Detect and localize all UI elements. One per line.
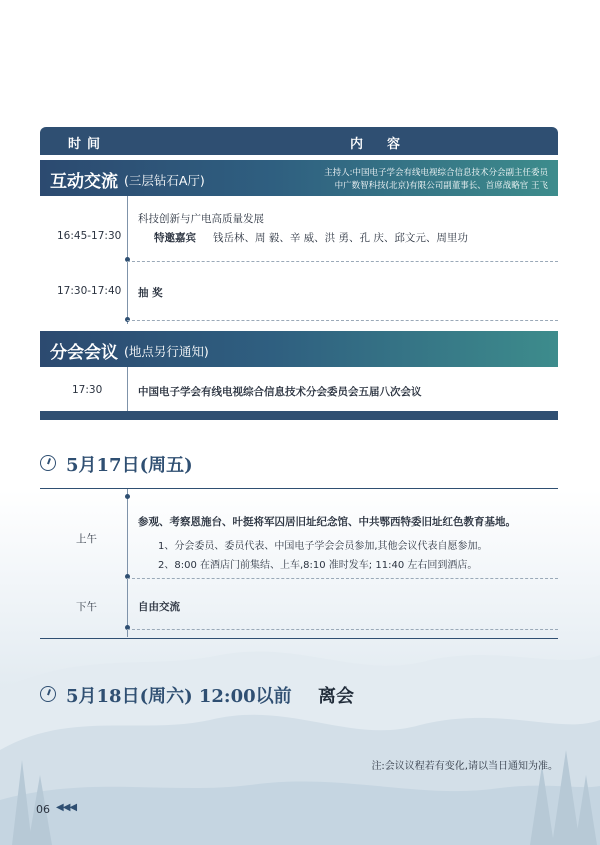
host-line-2: 中广数智科技(北京)有限公司副董事长、首席战略官 王飞 bbox=[334, 181, 548, 191]
row-topic: 抽 奖 bbox=[138, 287, 163, 299]
row-topic: 参观、考察恩施台、叶挺将军囚居旧址纪念馆、中共鄂西特委旧址红色教育基地。 bbox=[138, 516, 516, 528]
day-heading: 5月17日(周五) bbox=[66, 455, 193, 476]
row-time: 下午 bbox=[76, 601, 97, 613]
table-bottom-bar bbox=[40, 411, 558, 420]
row-topic: 中国电子学会有线电视综合信息技术分会委员会五届八次会议 bbox=[138, 386, 422, 398]
timeline-dot bbox=[125, 494, 130, 499]
day-table-bottom-border bbox=[40, 638, 558, 639]
timeline-line bbox=[127, 489, 128, 637]
footnote: 注:会议议程若有变化,请以当日通知为准。 bbox=[371, 761, 558, 772]
section-subtitle: (地点另行通知) bbox=[124, 344, 209, 359]
departure-label: 离会 bbox=[318, 686, 354, 707]
row-divider bbox=[127, 629, 558, 630]
row-topic: 科技创新与广电高质量发展 bbox=[138, 213, 264, 225]
section-subcommittee-meeting bbox=[40, 331, 558, 367]
clock-icon bbox=[40, 455, 56, 471]
table-header-bar bbox=[40, 127, 558, 155]
section-title: 分会会议 bbox=[50, 343, 118, 363]
triple-arrow-left-icon: ◀◀◀ bbox=[56, 802, 77, 813]
row-divider bbox=[127, 261, 558, 262]
host-line-1: 主持人:中国电子学会有线电视综合信息技术分会副主任委员 bbox=[324, 168, 548, 178]
row-time: 16:45-17:30 bbox=[57, 230, 122, 242]
page-number: 06 bbox=[36, 803, 50, 816]
section-interactive-exchange bbox=[40, 160, 558, 196]
section-subtitle: (三层钻石A厅) bbox=[124, 173, 205, 188]
day-heading: 5月18日(周六) 12:00以前 bbox=[66, 686, 292, 707]
timeline-line bbox=[127, 367, 128, 411]
row-topic: 自由交流 bbox=[138, 601, 180, 613]
day-table-top-border bbox=[40, 488, 558, 489]
row-time: 17:30-17:40 bbox=[57, 285, 122, 297]
row-note: 1、分会委员、委员代表、中国电子学会会员参加,其他会议代表自愿参加。 bbox=[158, 541, 488, 552]
row-divider bbox=[127, 320, 558, 321]
clock-icon bbox=[40, 686, 56, 702]
row-divider bbox=[127, 578, 558, 579]
row-time: 上午 bbox=[76, 533, 97, 545]
row-note: 2、8:00 在酒店门前集结、上车,8:10 准时发车; 11:40 左右回到酒店。 bbox=[158, 560, 478, 571]
guest-label: 特邀嘉宾 bbox=[154, 232, 196, 244]
guest-list: 钱岳林、周 毅、辛 威、洪 勇、孔 庆、邱文元、周里功 bbox=[213, 232, 468, 244]
header-content-label: 内容 bbox=[350, 137, 425, 152]
section-title: 互动交流 bbox=[50, 172, 118, 192]
header-time-label: 时间 bbox=[68, 137, 107, 152]
row-time: 17:30 bbox=[72, 384, 103, 396]
